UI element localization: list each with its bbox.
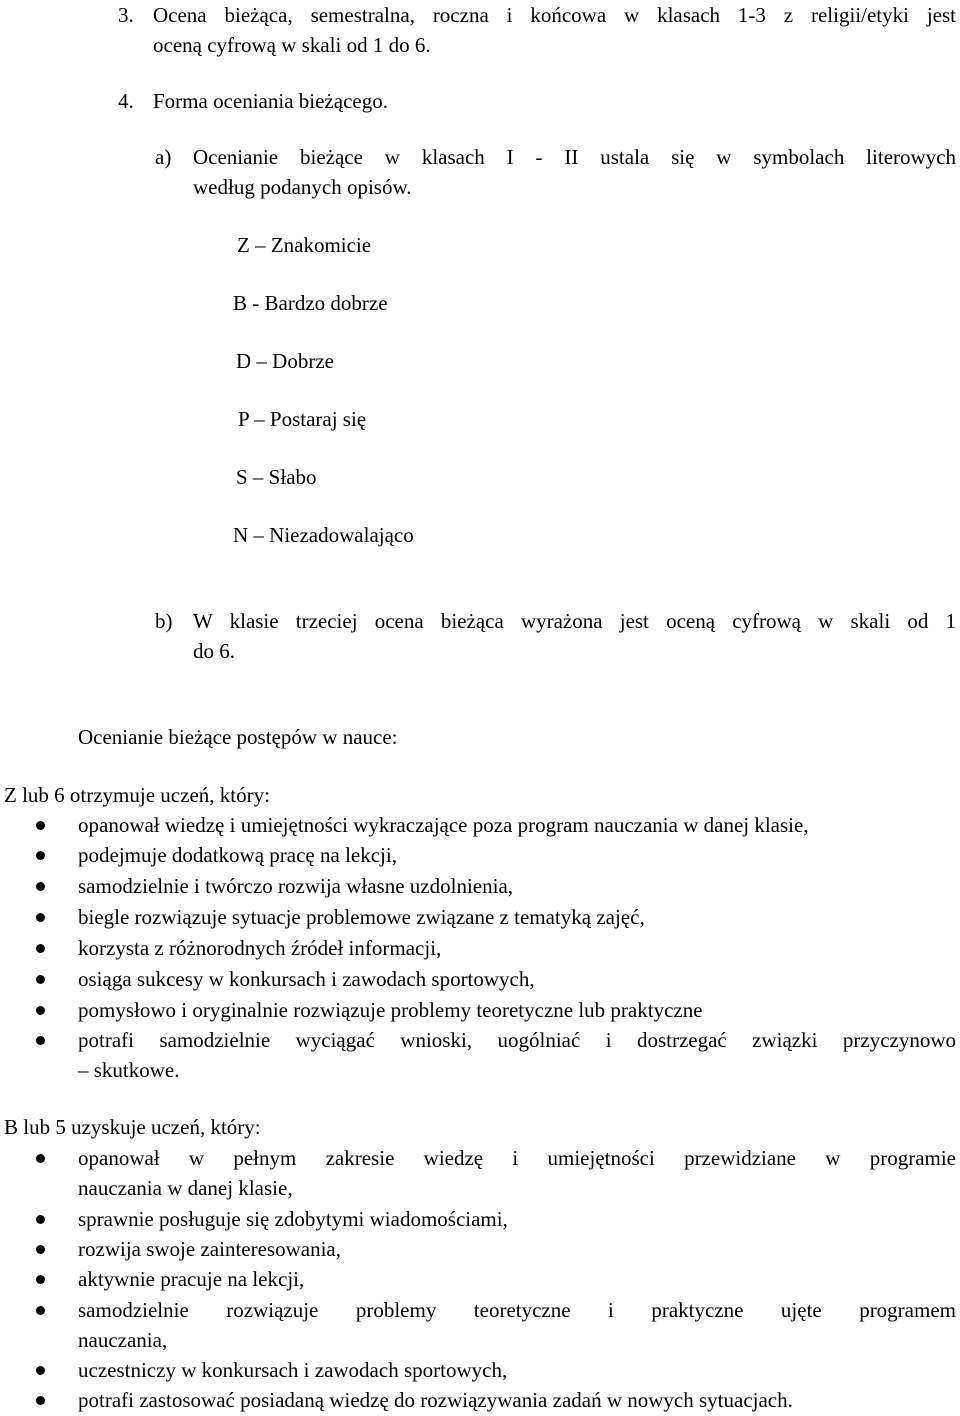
item-text: Ocena bieżąca, semestralna, roczna i końcowa w klasach 1-3 z religii/etyki jest [153,3,956,27]
list-marker: a) [155,145,172,169]
paragraph-line: Ocenianie bieżące w klasach I - II ustala się w symbolach literowych [193,145,956,169]
grade-symbol: P – Postaraj się [238,407,367,431]
list-item: uczestniczy w konkursach i zawodach sportowych, [78,1358,508,1382]
paragraph-line: do 6. [193,639,235,663]
list-item: opanował w pełnym zakresie wiedzę i umiejętności przewidziane w programie [78,1146,956,1170]
grade-symbol: N – Niezadowalająco [233,523,414,547]
bullet-icon [30,902,50,932]
list-intro: Z lub 6 otrzymuje uczeń, który: [4,783,270,807]
list-item: pomysłowo i oryginalnie rozwiązuje problemy teoretyczne lub praktyczne [78,998,703,1022]
list-item: samodzielnie rozwiązuje problemy teoretyczne i praktyczne ujęte programem [78,1298,956,1322]
bullet-icon [30,1234,50,1264]
bullet-icon [30,1385,50,1415]
list-item: biegle rozwiązuje sytuacje problemowe związane z tematyką zajęć, [78,905,645,929]
item-number: 4. [118,89,134,113]
list-item: potrafi samodzielnie wyciągać wnioski, uogólniać i dostrzegać związki przyczynowo [78,1028,956,1052]
paragraph-line: według podanych opisów. [193,175,412,199]
item-text: oceną cyfrową w skali od 1 do 6. [153,33,431,57]
bullet-icon [30,995,50,1025]
bullet-icon [30,933,50,963]
grade-symbol: B - Bardzo dobrze [233,291,388,315]
list-item: aktywnie pracuje na lekcji, [78,1267,305,1291]
bullet-icon [30,840,50,870]
bullet-icon [30,810,50,840]
bullet-icon [30,1264,50,1294]
bullet-icon [30,1204,50,1234]
item-text: Forma oceniania bieżącego. [153,89,388,113]
bullet-icon [30,964,50,994]
bullet-icon [30,871,50,901]
grade-symbol: S – Słabo [236,465,317,489]
list-marker: b) [155,609,173,633]
list-item: sprawnie posługuje się zdobytymi wiadomościami, [78,1207,508,1231]
list-item: podejmuje dodatkową pracę na lekcji, [78,843,397,867]
list-item-continuation: – skutkowe. [78,1058,180,1082]
list-item-continuation: nauczania, [78,1328,168,1352]
list-item: samodzielnie i twórczo rozwija własne uzdolnienia, [78,874,514,898]
list-intro: B lub 5 uzyskuje uczeń, który: [4,1115,261,1139]
paragraph-line: W klasie trzeciej ocena bieżąca wyrażona jest oceną cyfrową w skali od 1 [193,609,956,633]
list-item: potrafi zastosować posiadaną wiedzę do rozwiązywania zadań w nowych sytuacjach. [78,1388,793,1412]
list-item: osiąga sukcesy w konkursach i zawodach sportowych, [78,967,535,991]
bullet-icon [30,1025,50,1055]
list-item-continuation: nauczania w danej klasie, [78,1176,293,1200]
list-item: opanował wiedzę i umiejętności wykraczające poza program nauczania w danej klasie, [78,813,809,837]
bullet-icon [30,1355,50,1385]
list-item: korzysta z różnorodnych źródeł informacji, [78,936,442,960]
bullet-icon [30,1143,50,1173]
section-heading: Ocenianie bieżące postępów w nauce: [78,725,398,749]
bullet-icon [30,1295,50,1325]
grade-symbol: D – Dobrze [236,349,334,373]
grade-symbol: Z – Znakomicie [237,233,372,257]
item-number: 3. [118,3,134,27]
list-item: rozwija swoje zainteresowania, [78,1237,341,1261]
